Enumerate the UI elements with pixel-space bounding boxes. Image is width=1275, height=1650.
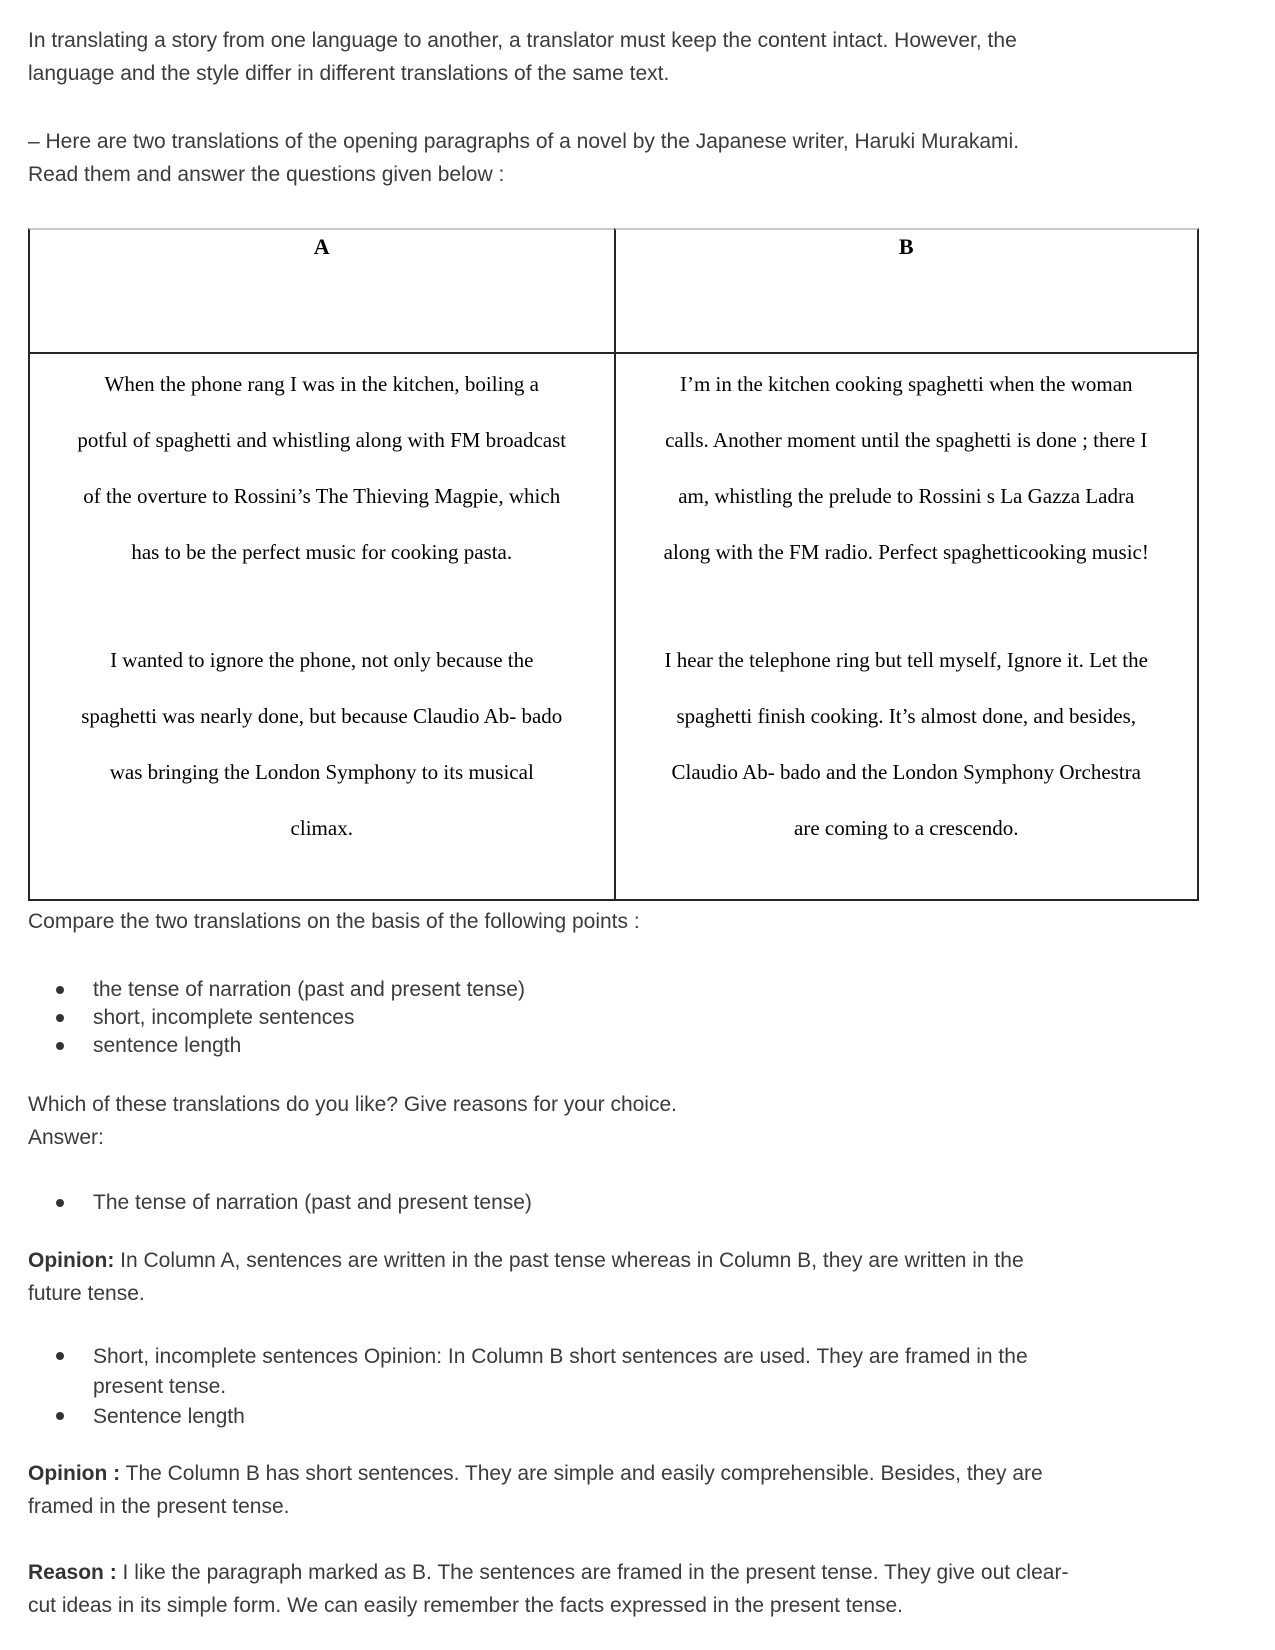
column-b-cell [614, 354, 1200, 901]
bullet-icon [56, 1412, 64, 1420]
column-a-p2-line2: spaghetti was nearly done, but because Claudio Ab- bado [81, 704, 563, 728]
answer-bullet-short [93, 1342, 1028, 1402]
list-item [28, 1402, 1235, 1432]
answer-label: Answer: [28, 1126, 104, 1149]
column-b-header: B [614, 228, 1200, 354]
instruction-line-1: – Here are two translations of the opening paragraphs of a novel by the Japanese writer, Haruki Murakami. [28, 130, 1020, 153]
reason-paragraph [28, 1556, 1235, 1622]
intro-line-2: language and the style differ in different translations of the same text. [28, 62, 670, 85]
column-a-p1-line1: When the phone rang I was in the kitchen, boiling a [104, 372, 539, 396]
list-item [28, 1032, 1235, 1060]
bullet-icon [56, 1014, 64, 1022]
column-b-p1-line3: am, whistling the prelude to Rossini s La Gazza Ladra [678, 484, 1135, 508]
paragraph-spacer [616, 580, 1198, 632]
opinion-tense-line-1 [28, 1244, 1235, 1277]
column-b-p1-line4: along with the FM radio. Perfect spaghetticooking music! [663, 540, 1149, 564]
column-a-header: A [28, 228, 614, 354]
compare-heading [28, 905, 1235, 938]
instruction-paragraph [28, 125, 1235, 191]
bullet-icon [56, 986, 64, 994]
opinion-length-line-2: framed in the present tense. [28, 1495, 290, 1518]
reason-text-1: I like the paragraph marked as B. The sentences are framed in the present tense. They give out clear- [122, 1561, 1069, 1584]
column-b-p1-line2: calls. Another moment until the spaghetti is done ; there I [665, 428, 1148, 452]
bullet-text-length: sentence length [93, 1034, 242, 1057]
question-paragraph [28, 1088, 1235, 1154]
answer-bullet-tense-text: The tense of narration (past and present tense) [93, 1191, 532, 1214]
bullet-text-short: short, incomplete sentences [93, 1006, 355, 1029]
list-item [28, 976, 1235, 1004]
list-item [28, 1342, 1235, 1402]
instruction-line-2: Read them and answer the questions given below : [28, 163, 505, 186]
bullet-text-tense: the tense of narration (past and present tense) [93, 978, 525, 1001]
opinion-tense-paragraph [28, 1244, 1235, 1310]
column-b-p2-line3: Claudio Ab- bado and the London Symphony Orchestra [671, 760, 1141, 784]
answer-bullet-length: Sentence length [93, 1405, 245, 1428]
answer-bullet-short-line-2: present tense. [93, 1375, 227, 1398]
bullet-icon [56, 1042, 64, 1050]
column-a-cell [28, 354, 614, 901]
reason-label: Reason : [28, 1561, 117, 1584]
opinion-tense-text-1: In Column A, sentences are written in the past tense whereas in Column B, they are written in the [120, 1249, 1024, 1272]
column-b-p2-line4: are coming to a crescendo. [794, 816, 1019, 840]
answer-bullet-list-2 [28, 1342, 1235, 1432]
answer-bullet-tense [28, 1189, 1235, 1217]
opinion-length-text-1: The Column B has short sentences. They are simple and easily comprehensible. Besides, they are [125, 1462, 1043, 1485]
compare-heading-line: Compare the two translations on the basis of the following points : [28, 910, 640, 933]
column-a-p2-line1: I wanted to ignore the phone, not only because the [110, 648, 534, 672]
reason-line-1 [28, 1556, 1235, 1589]
column-a-p2-line3: was bringing the London Symphony to its musical [109, 760, 534, 784]
translations-table [28, 228, 1199, 901]
column-a-p1-line2: potful of spaghetti and whistling along with FM broadcast [77, 428, 567, 452]
opinion-length-line-1 [28, 1457, 1235, 1490]
intro-paragraph [28, 24, 1235, 90]
answer-bullet-short-line-1: Short, incomplete sentences Opinion: In Column B short sentences are used. They are framed in the [93, 1345, 1028, 1368]
paragraph-spacer [30, 580, 614, 632]
column-b-p2-line2: spaghetti finish cooking. It’s almost done, and besides, [676, 704, 1137, 728]
intro-line-1: In translating a story from one language to another, a translator must keep the content intact. However, the [28, 29, 1017, 52]
reason-line-2: cut ideas in its simple form. We can easily remember the facts expressed in the present tense. [28, 1594, 904, 1617]
table-header-row [28, 228, 1199, 354]
compare-bullet-list [28, 976, 1235, 1060]
bullet-icon [56, 1199, 64, 1207]
column-b-p1-line1: I’m in the kitchen cooking spaghetti when the woman [679, 372, 1133, 396]
question-line: Which of these translations do you like? Give reasons for your choice. [28, 1093, 677, 1116]
column-a-p1-line3: of the overture to Rossini’s The Thieving Magpie, which [83, 484, 561, 508]
opinion-length-paragraph [28, 1457, 1235, 1523]
opinion-label: Opinion: [28, 1249, 115, 1272]
list-item [28, 1004, 1235, 1032]
column-b-p2-line1: I hear the telephone ring but tell myself, Ignore it. Let the [664, 648, 1148, 672]
table-body-row [28, 354, 1199, 901]
opinion-label: Opinion : [28, 1462, 121, 1485]
column-a-p2-line4: climax. [290, 816, 353, 840]
column-a-p1-line4: has to be the perfect music for cooking pasta. [131, 540, 513, 564]
opinion-tense-line-2: future tense. [28, 1282, 145, 1305]
bullet-icon [56, 1352, 64, 1360]
